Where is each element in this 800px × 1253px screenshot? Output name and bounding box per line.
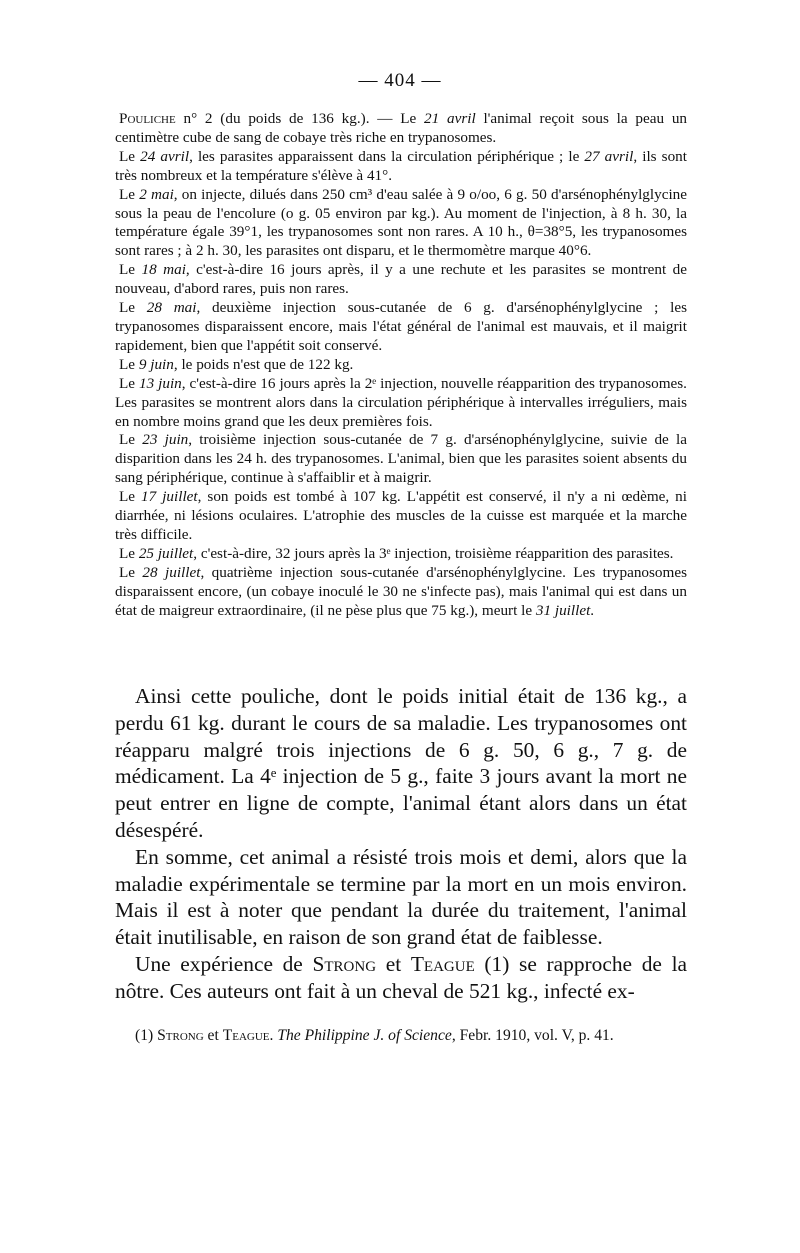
case-entry: Le 23 juin, troisième injection sous-cutanée de 7 g. d'arsénophénylglycine, suivie de la disparition dans les 24 h. des trypanosomes. L'animal, bien que les parasites soient absents du sang périphérique, continue à s'affaiblir et à maigrir.	[115, 431, 687, 487]
case-entry: Le 9 juin, le poids n'est que de 122 kg.	[119, 355, 354, 373]
case-entry: Le 25 juillet, c'est-à-dire, 32 jours après la 3ᵉ injection, troisième réapparition des parasites.	[119, 544, 674, 562]
case-entry: Le 24 avril, les parasites apparaissent dans la circulation périphérique ; le 27 avril, ils sont très nombreux et la température s'élève à 41°.	[115, 147, 687, 184]
case-entry: Le 28 juillet, quatrième injection sous-cutanée d'arsénophénylglycine. Les trypanosomes disparaissent encore, (un cobaye inoculé le 30 ne s'infecte pas), mais l'animal qui est dans un état de maigreur extraordinaire, (il ne pèse plus que 75 kg.), meurt le 31 juillet.	[115, 563, 687, 619]
footnote-author: Teague	[222, 1027, 270, 1044]
journal-title: The Philippine J. of Science	[277, 1027, 452, 1044]
case-intro: Pouliche n° 2 (du poids de 136 kg.). — Le 21 avril l'animal reçoit sous la peau un centimètre cube de sang de cobaye très riche en trypanosomes.	[115, 110, 688, 146]
case-entry: Le 28 mai, deuxième injection sous-cutanée de 6 g. d'arsénophénylglycine ; les trypanosomes disparaissent encore, mais l'état général de l'animal est mauvais, et il maigrit rapidement, bien que l'appétit soit conservé.	[115, 299, 687, 354]
case-entry: Le 13 juin, c'est-à-dire 16 jours après la 2ᵉ injection, nouvelle réapparition des trypanosomes. Les parasites se montrent alors dans la circulation périphérique à intervalles irréguliers, mais en nombre moins grand que les deux premières fois.	[115, 374, 687, 430]
footnote-author: Strong	[157, 1027, 204, 1044]
main-text	[115, 683, 687, 1005]
case-entry: Le 18 mai, c'est-à-dire 16 jours après, il y a une rechute et les parasites se montrent de nouveau, d'abord rares, puis non rares.	[115, 261, 687, 298]
case-record	[115, 110, 687, 620]
paragraph: Une expérience de Strong et Teague (1) se rapproche de la nôtre. Ces auteurs ont fait à un cheval de 521 kg., infecté ex-	[115, 951, 688, 1003]
paragraph: En somme, cet animal a résisté trois mois et demi, alors que la maladie expérimentale se termine par la mort en un mois environ. Mais il est à noter que pendant la durée du traitement, l'animal était inutilisable, en raison de son grand état de faiblesse.	[115, 844, 687, 950]
author-name: Strong	[312, 951, 377, 976]
footnote: (1) Strong et Teague. The Philippine J. of Science, Febr. 1910, vol. V, p. 41.	[135, 1027, 614, 1044]
case-entry: Le 2 mai, on injecte, dilués dans 250 cm³ d'eau salée à 9 o/oo, 6 g. 50 d'arsénophénylglycine sous la peau de l'encolure (o g. 05 environ par kg.). Au moment de l'injection, à 8 h. 30, la température égale 39°1, les trypanosomes sont non rares. A 10 h., θ=38°5, les trypanosomes sont rares ; à 2 h. 30, les parasites ont disparu, et le thermomètre marque 40°6.	[115, 185, 687, 260]
paragraph: Ainsi cette pouliche, dont le poids initial était de 136 kg., a perdu 61 kg. durant le cours de sa maladie. Les trypanosomes ont réapparu malgré trois injections de 6 g. 50, 6 g., 7 g. de médicament. La 4ᵉ injection de 5 g., faite 3 jours avant la mort ne peut entrer en ligne de compte, l'animal étant alors dans un état désespéré.	[115, 684, 687, 842]
page-number: — 404 —	[358, 70, 442, 91]
author-name: Teague	[410, 951, 475, 976]
case-title: Pouliche	[119, 110, 176, 127]
case-entry: Le 17 juillet, son poids est tombé à 107 kg. L'appétit est conservé, il n'y a ni œdème, ni diarrhée, ni lésions oculaires. L'atrophie des muscles de la cuisse est marquée et la marche très difficile.	[115, 488, 687, 543]
